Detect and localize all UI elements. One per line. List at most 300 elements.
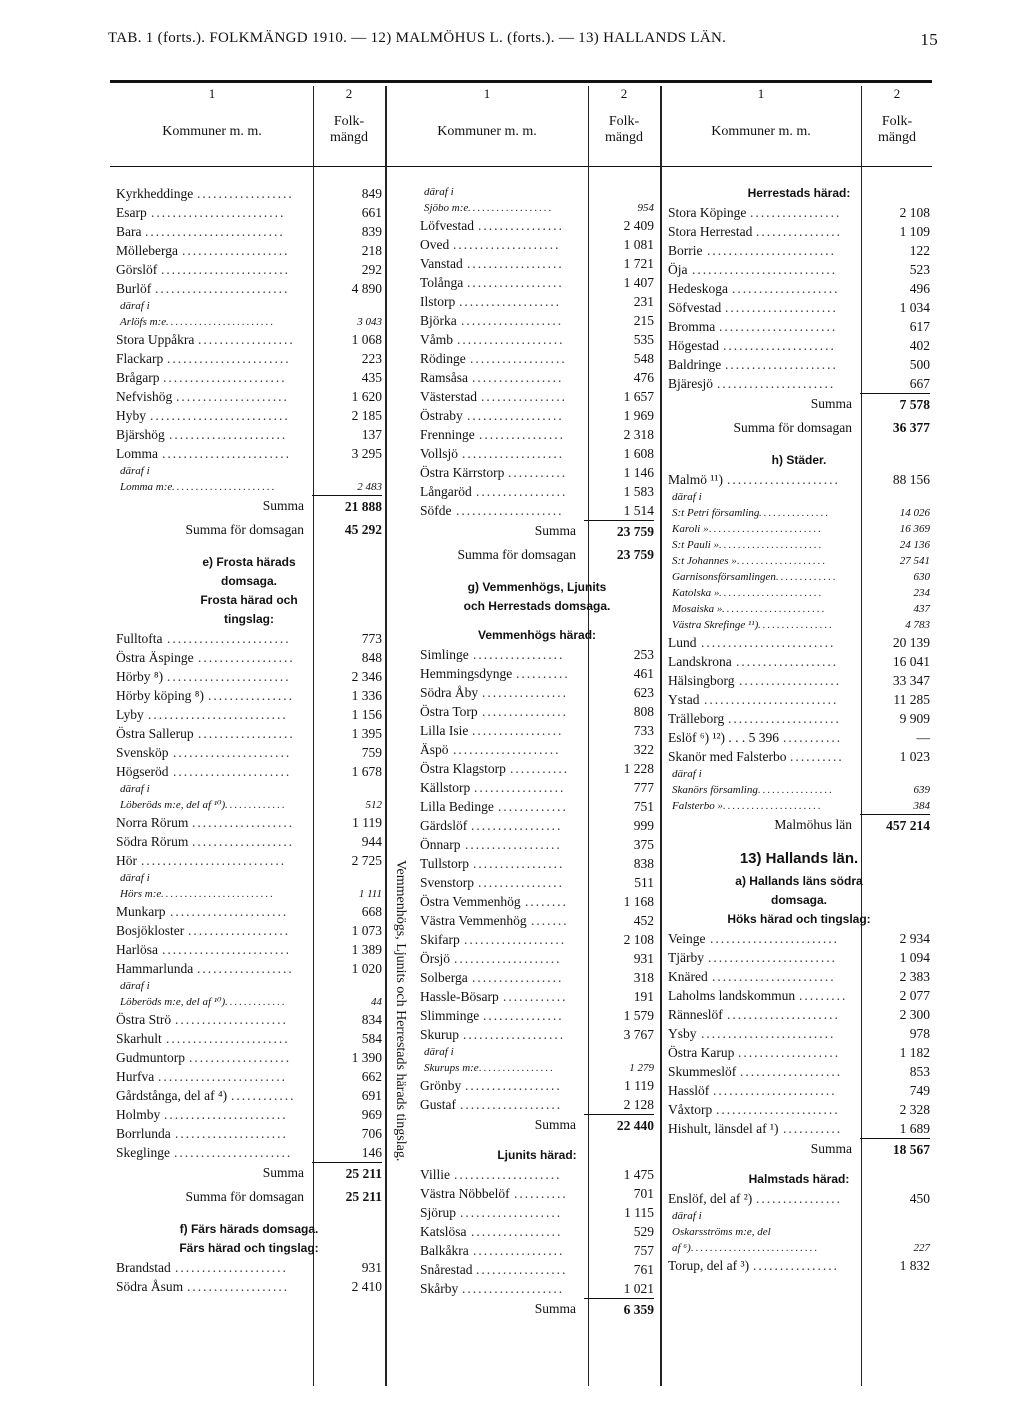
kommun-name: Hasslöf: [668, 1083, 710, 1098]
kommun-name: Skanörs församling: [672, 784, 758, 796]
kommun-row: [668, 336, 930, 355]
leader-dots: ......................: [173, 764, 292, 779]
leader-dots: ..................: [467, 408, 564, 423]
population-value: 2 108: [899, 205, 930, 220]
section-heading-text: 13) Hallands län.: [739, 850, 859, 867]
kommun-row: [420, 387, 654, 406]
kommun-name: Ramsåsa: [420, 370, 468, 385]
population-value: 529: [633, 1224, 654, 1239]
kommun-row: [668, 298, 930, 317]
population-value: 1 023: [899, 749, 930, 764]
leader-dots: ...................: [737, 555, 828, 567]
population-value: 2 383: [899, 969, 930, 984]
population-value: 1 689: [899, 1121, 930, 1136]
kommun-row: [668, 690, 930, 709]
section-heading-text: Frosta härad och: [200, 593, 298, 607]
population-value: 2 410: [351, 1279, 382, 1294]
kommun-name: Västra Skrefinge ¹¹): [672, 619, 759, 631]
kommun-row: [420, 1095, 654, 1114]
sum-row: [668, 393, 930, 415]
kommun-name: däraf i: [424, 1046, 454, 1058]
kommun-row: [116, 349, 382, 368]
section-heading: [420, 597, 654, 616]
kommun-name: Stora Uppåkra: [116, 332, 195, 347]
population-value: 639: [913, 784, 930, 796]
vertical-tingslag-label: Vemmenhögs, Ljunits och Herrestads härads tingslag.: [393, 860, 408, 1162]
kommun-row: [116, 1258, 382, 1277]
leader-dots: ..........: [514, 1186, 568, 1201]
sub-row: [116, 463, 382, 479]
kommun-name: S:t Pauli »: [672, 539, 720, 551]
kommun-row: [116, 724, 382, 743]
kommun-name: Stora Köpinge: [668, 205, 747, 220]
population-value: 523: [909, 262, 930, 277]
leader-dots: ......................: [172, 481, 277, 493]
section-heading: [668, 872, 930, 891]
section-heading: [116, 1220, 382, 1239]
kommun-name: Görslöf: [116, 262, 158, 277]
population-value: 2 318: [623, 427, 654, 442]
kommun-name: däraf i: [424, 186, 454, 198]
population-value: 16 369: [899, 523, 930, 535]
kommun-row: [420, 482, 654, 501]
leader-dots: ........................: [162, 942, 291, 957]
kommun-name: Veinge: [668, 931, 706, 946]
sum-label: Summa: [262, 1165, 304, 1180]
population-value: 322: [633, 742, 654, 757]
sum-row: [116, 495, 382, 517]
kommun-name: Löberöds m:e, del af ¹⁰): [120, 996, 226, 1008]
leader-dots: ..................: [465, 837, 562, 852]
sum-value: 23 759: [616, 547, 654, 562]
sub-row: [420, 1060, 654, 1076]
leader-dots: ...................: [460, 1205, 563, 1220]
section-heading-text: e) Frosta härads: [202, 555, 296, 569]
leader-dots: ...................: [740, 1064, 843, 1079]
sub-row: [668, 521, 930, 537]
population-value: 1 119: [624, 1078, 654, 1093]
leader-dots: ...........................: [141, 853, 287, 868]
kommun-row: [116, 1086, 382, 1105]
population-value: 292: [361, 262, 382, 277]
kommun-name: Östra Klagstorp: [420, 761, 506, 776]
population-value: 1 020: [351, 961, 382, 976]
leader-dots: ................: [753, 1258, 839, 1273]
kommun-row: [668, 671, 930, 690]
kommun-name: Hammarlunda: [116, 961, 194, 976]
leader-dots: .........: [799, 988, 848, 1003]
page-number: 15: [920, 30, 938, 49]
kommun-name: Norra Rörum: [116, 815, 189, 830]
population-value: 437: [913, 603, 930, 615]
leader-dots: .............: [225, 799, 287, 811]
kommun-row: [668, 633, 930, 652]
kommun-name: Snårestad: [420, 1262, 473, 1277]
leader-dots: ................: [478, 218, 564, 233]
population-value: 667: [909, 376, 930, 391]
kommun-name: Löberöds m:e, del af ¹⁰): [120, 799, 226, 811]
kommun-row: [420, 330, 654, 349]
leader-dots: ...................: [462, 1281, 565, 1296]
leader-dots: .............: [498, 799, 568, 814]
population-value: 584: [361, 1031, 382, 1046]
top-rule: [110, 80, 932, 83]
column-divider: [385, 86, 387, 1386]
kommun-row: [420, 1260, 654, 1279]
kommun-name: Villie: [420, 1167, 450, 1182]
leader-dots: ................: [479, 427, 565, 442]
leader-dots: ....................: [456, 503, 564, 518]
kommun-name: Hassle-Bösarp: [420, 989, 499, 1004]
leader-dots: .......................: [167, 631, 291, 646]
section-heading: [116, 553, 382, 572]
kommun-row: [116, 1029, 382, 1048]
leader-dots: ...................: [464, 932, 567, 947]
leader-dots: .......: [531, 913, 569, 928]
kommun-row: [116, 1143, 382, 1162]
leader-dots: .....................: [728, 711, 841, 726]
leader-dots: .....................: [176, 389, 289, 404]
sub-row: [668, 617, 930, 633]
leader-dots: ...................: [192, 834, 295, 849]
leader-dots: ..................: [197, 186, 294, 201]
leader-dots: ...................: [459, 294, 562, 309]
kommun-row: [668, 1081, 930, 1100]
kommun-name: Gärdslöf: [420, 818, 468, 833]
leader-dots: .......................: [166, 1031, 290, 1046]
leader-dots: ..................: [197, 961, 294, 976]
kommun-name: Östra Strö: [116, 1012, 172, 1027]
leader-dots: ......................: [173, 745, 292, 760]
kommun-name: däraf i: [672, 768, 702, 780]
kommun-name: Ysby: [668, 1026, 697, 1041]
leader-dots: .......................: [163, 370, 287, 385]
population-value: 834: [361, 1012, 382, 1027]
population-value: 1 094: [899, 950, 930, 965]
population-value: 9 909: [899, 711, 930, 726]
kommun-row: [116, 425, 382, 444]
leader-dots: ....................: [182, 243, 290, 258]
leader-dots: .....................: [727, 1007, 840, 1022]
kommun-row: [420, 873, 654, 892]
population-value: 838: [633, 856, 654, 871]
leader-dots: .....................: [725, 300, 838, 315]
kommun-name: Frenninge: [420, 427, 475, 442]
leader-dots: ................: [482, 704, 568, 719]
kommun-row: [116, 203, 382, 222]
kommun-name: Lilla Bedinge: [420, 799, 494, 814]
leader-dots: ...........................: [691, 1242, 820, 1254]
population-value: 969: [361, 1107, 382, 1122]
colhead-folkmangd-b: 2 Folk- mängd: [604, 86, 644, 145]
section-heading-text: Halmstads härad:: [748, 1172, 850, 1186]
leader-dots: .....................: [175, 1012, 288, 1027]
kommun-row: [420, 892, 654, 911]
kommun-row: [116, 921, 382, 940]
kommun-name: Hörby ⁸): [116, 669, 164, 684]
sub-row: [420, 184, 654, 200]
kommun-name: Svensköp: [116, 745, 169, 760]
kommun-row: [420, 292, 654, 311]
kommun-row: [420, 1076, 654, 1095]
kommun-name: Långaröd: [420, 484, 472, 499]
population-value: 691: [361, 1088, 382, 1103]
kommun-row: [668, 317, 930, 336]
kommun-name: Tullstorp: [420, 856, 470, 871]
kommun-row: [420, 1241, 654, 1260]
spacer: [668, 836, 930, 846]
kommun-name: Lomma: [116, 446, 158, 461]
kommun-name: Tolånga: [420, 275, 464, 290]
kommun-name: Falsterbo »: [672, 800, 724, 812]
kommun-name: Knäred: [668, 969, 708, 984]
kommun-row: [116, 851, 382, 870]
domsaga-sum-row: [116, 1184, 382, 1210]
kommun-row: [420, 406, 654, 425]
kommun-row: [668, 203, 930, 222]
leader-dots: ..................: [465, 1078, 562, 1093]
kommun-row: [668, 728, 930, 747]
leader-dots: ....................: [454, 1167, 562, 1182]
leader-dots: .......................: [167, 669, 291, 684]
kommun-name: Skurup: [420, 1027, 460, 1042]
leader-dots: ................: [481, 389, 567, 404]
population-value: 11 285: [893, 692, 930, 707]
kommun-name: Vanstad: [420, 256, 463, 271]
population-value: 2 185: [351, 408, 382, 423]
population-value: 1 182: [899, 1045, 930, 1060]
kommun-row: [420, 235, 654, 254]
kommun-name: Sjörup: [420, 1205, 457, 1220]
kommun-name: Gårdstånga, del af ⁴): [116, 1088, 228, 1103]
kommun-row: [116, 940, 382, 959]
kommun-name: Västra Vemmenhög: [420, 913, 527, 928]
kommun-row: [668, 1043, 930, 1062]
kommun-row: [668, 470, 930, 489]
kommun-row: [116, 902, 382, 921]
leader-dots: ....................: [453, 742, 561, 757]
kommun-name: Mosaiska »: [672, 603, 723, 615]
kommun-row: [116, 1048, 382, 1067]
kommun-row: [420, 1006, 654, 1025]
population-value: 931: [633, 951, 654, 966]
kommun-name: Flackarp: [116, 351, 164, 366]
population-value: 511: [634, 875, 654, 890]
population-value: 848: [361, 650, 382, 665]
kommun-row: [116, 241, 382, 260]
leader-dots: .....................: [175, 1260, 288, 1275]
kommun-name: Bosjökloster: [116, 923, 185, 938]
population-value: 231: [633, 294, 654, 309]
leader-dots: ...........: [508, 465, 568, 480]
kommun-name: Laholms landskommun: [668, 988, 796, 1003]
sum-label: Summa: [534, 1301, 576, 1316]
sub-row: [420, 200, 654, 216]
population-value: 1 514: [623, 503, 654, 518]
population-value: —: [916, 730, 930, 745]
population-value: 253: [633, 647, 654, 662]
kommun-name: Öja: [668, 262, 688, 277]
kommun-row: [116, 705, 382, 724]
kommun-name: däraf i: [120, 465, 150, 477]
kommun-row: [420, 740, 654, 759]
kommun-row: [668, 279, 930, 298]
kommun-row: [116, 743, 382, 762]
spacer: [420, 568, 654, 578]
leader-dots: .......................: [167, 351, 291, 366]
kommun-name: Hälsingborg: [668, 673, 735, 688]
kommun-row: [116, 260, 382, 279]
section-heading-text: g) Vemmenhögs, Ljunits: [467, 580, 607, 594]
leader-dots: .................: [473, 1243, 565, 1258]
kommun-row: [420, 501, 654, 520]
kommun-name: Östra Äspinge: [116, 650, 194, 665]
kommun-name: Ystad: [668, 692, 700, 707]
population-value: 1 068: [351, 332, 382, 347]
kommun-row: [116, 667, 382, 686]
leader-dots: .................: [476, 1262, 568, 1277]
kommun-row: [116, 813, 382, 832]
section-heading-text: och Herrestads domsaga.: [463, 599, 611, 613]
section-heading-text: Höks härad och tingslag:: [727, 912, 871, 926]
kommun-name: Hör: [116, 853, 137, 868]
kommun-row: [116, 648, 382, 667]
kommun-name: Hörby köping ⁸): [116, 688, 204, 703]
sum-label: Summa för domsagan: [733, 420, 852, 435]
leader-dots: ........................: [708, 950, 837, 965]
kommun-row: [116, 368, 382, 387]
column-c: [668, 184, 930, 1275]
leader-dots: ................: [756, 224, 842, 239]
kommun-name: Simlinge: [420, 647, 469, 662]
population-value: 1 111: [358, 888, 382, 900]
leader-dots: ........................: [709, 523, 823, 535]
sum-label: Summa för domsagan: [457, 547, 576, 562]
kommun-name: Östra Kärrstorp: [420, 465, 505, 480]
population-value: 944: [361, 834, 382, 849]
sum-row: [668, 1138, 930, 1160]
leader-dots: ..........................: [150, 408, 290, 423]
leader-dots: .............: [776, 571, 838, 583]
kommun-row: [668, 709, 930, 728]
sub-row: [668, 1224, 930, 1240]
sum-value: 22 440: [584, 1114, 654, 1137]
sum-label: Summa: [810, 396, 852, 411]
kommun-name: Skanör med Falsterbo: [668, 749, 787, 764]
kommun-row: [420, 949, 654, 968]
population-value: 849: [361, 186, 382, 201]
population-value: 1 678: [351, 764, 382, 779]
kommun-name: Hishult, länsdel af ¹): [668, 1121, 779, 1136]
leader-dots: .........................: [704, 692, 839, 707]
kommun-row: [420, 645, 654, 664]
leader-dots: ........: [525, 894, 568, 909]
kommun-name: däraf i: [672, 491, 702, 503]
kommun-name: Burlöf: [116, 281, 152, 296]
section-heading: [668, 910, 930, 929]
leader-dots: ..........: [790, 749, 844, 764]
kommun-name: Katslösa: [420, 1224, 467, 1239]
sum-value: 457 214: [860, 814, 930, 837]
colhead-folkmangd-a: 2 Folk- mängd: [329, 86, 369, 145]
kommun-row: [420, 778, 654, 797]
leader-dots: ...................: [460, 1097, 563, 1112]
population-value: 375: [633, 837, 654, 852]
leader-dots: ..................: [467, 256, 564, 271]
leader-dots: ...........: [510, 761, 570, 776]
kommun-row: [420, 463, 654, 482]
population-value: 751: [633, 799, 654, 814]
kommun-name: Hyby: [116, 408, 146, 423]
kommun-name: Bjärshög: [116, 427, 165, 442]
leader-dots: ....................: [453, 237, 561, 252]
kommun-name: däraf i: [120, 980, 150, 992]
kommun-name: Balkåkra: [420, 1243, 469, 1258]
spacer: [116, 1210, 382, 1220]
sub-row: [668, 766, 930, 782]
leader-dots: ...................: [188, 923, 291, 938]
kommun-row: [116, 762, 382, 781]
leader-dots: ................: [758, 619, 834, 631]
section-heading: [116, 1239, 382, 1258]
leader-dots: .........................: [155, 281, 290, 296]
sub-row: [116, 870, 382, 886]
kommun-row: [116, 1124, 382, 1143]
kommun-name: Östra Karup: [668, 1045, 735, 1060]
population-value: 146: [361, 1145, 382, 1160]
population-value: 3 295: [351, 446, 382, 461]
kommun-name: Arlöfs m:e: [120, 316, 167, 328]
spacer: [668, 1160, 930, 1170]
section-heading: [668, 846, 930, 872]
kommun-row: [420, 1203, 654, 1222]
population-value: 435: [361, 370, 382, 385]
population-value: 773: [361, 631, 382, 646]
kommun-name: Mölleberga: [116, 243, 178, 258]
kommun-row: [668, 652, 930, 671]
kommun-name: Borrlunda: [116, 1126, 171, 1141]
population-value: 630: [913, 571, 930, 583]
section-heading-text: a) Hallands läns södra: [735, 874, 863, 888]
kommun-name: Östra Sallerup: [116, 726, 194, 741]
leader-dots: ...................: [736, 654, 839, 669]
sum-label: Summa för domsagan: [185, 1189, 304, 1204]
population-value: 1 034: [899, 300, 930, 315]
kommun-row: [668, 1189, 930, 1208]
kommun-name: Sjöbo m:e: [424, 202, 469, 214]
sub-row: [116, 298, 382, 314]
leader-dots: ...................: [187, 1279, 290, 1294]
sub-row: [668, 798, 930, 814]
leader-dots: .......................: [713, 1083, 837, 1098]
kommun-row: [116, 184, 382, 203]
kommun-row: [668, 1062, 930, 1081]
leader-dots: ...............: [759, 507, 831, 519]
sub-row: [668, 782, 930, 798]
section-heading-text: domsaga.: [770, 893, 827, 907]
leader-dots: ...................: [192, 815, 295, 830]
leader-dots: ......................: [174, 1145, 293, 1160]
population-value: 1 146: [623, 465, 654, 480]
leader-dots: ................: [478, 875, 564, 890]
population-value: 1 336: [351, 688, 382, 703]
population-value: 1 579: [623, 1008, 654, 1023]
leader-dots: .......................: [716, 1102, 840, 1117]
sum-value: 21 888: [312, 495, 382, 518]
column-b: [420, 184, 654, 1320]
kommun-row: [420, 444, 654, 463]
kommun-name: Malmö ¹¹): [668, 472, 723, 487]
